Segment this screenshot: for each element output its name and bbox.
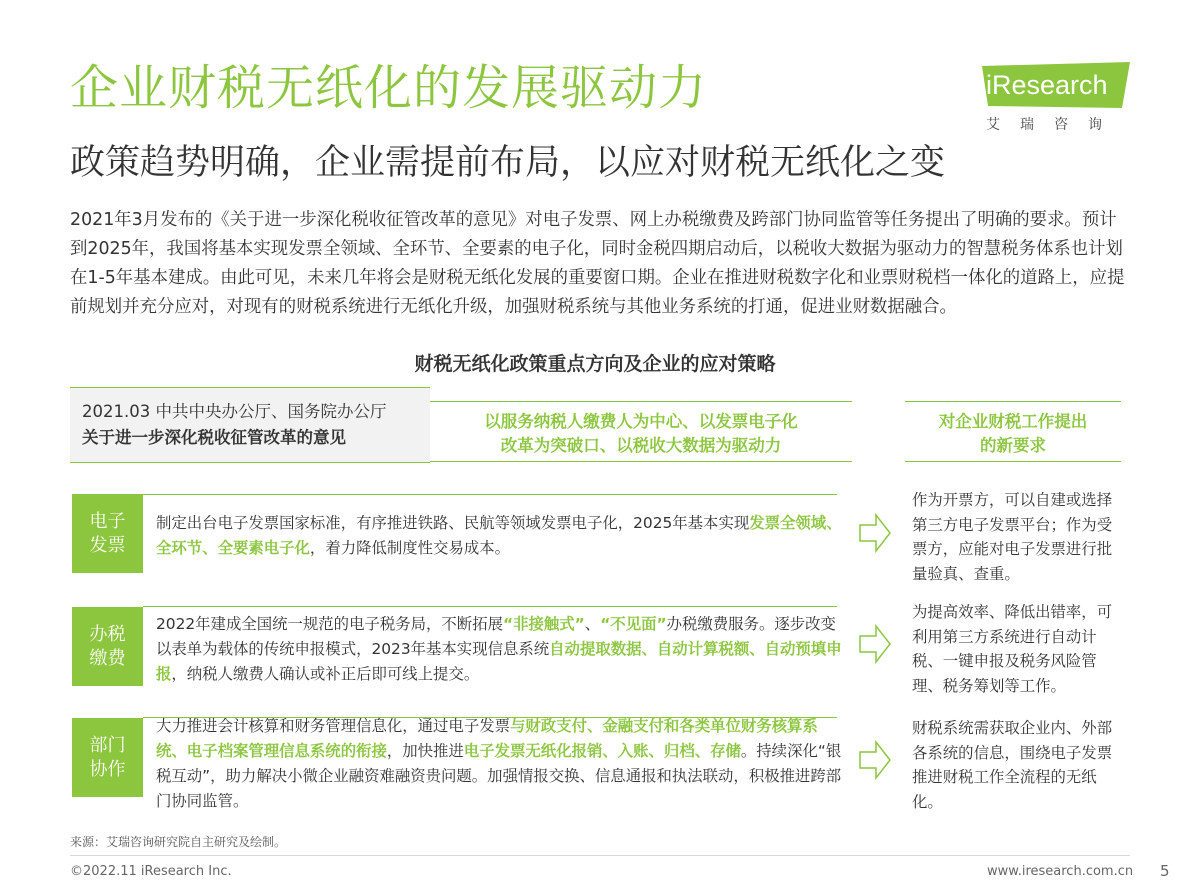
requirement-line-2: 的新要求: [980, 436, 1046, 455]
requirement-line-1: 对企业财税工作提出: [938, 412, 1088, 431]
badge-label-2: 发票: [89, 534, 126, 556]
footer-divider: [70, 855, 1130, 856]
page-subtitle: 政策趋势明确，企业需提前布局，以应对财税无纸化之变: [70, 143, 946, 183]
highlight-segment: “不见面”: [600, 615, 667, 633]
copyright: ©2022.11 iResearch Inc.: [70, 864, 232, 879]
page-number: 5: [1160, 862, 1170, 880]
page-title: 企业财税无纸化的发展驱动力: [70, 60, 708, 116]
text-segment: 2022年建成全国统一规范的电子税务局，不断拓展: [156, 615, 503, 633]
text-segment: 制定出台电子发票国家标准，有序推进铁路、民航等领域发票电子化，2025年基本实现: [156, 514, 750, 532]
chart-title: 财税无纸化政策重点方向及企业的应对策略: [414, 353, 776, 375]
highlight-segment: 自动提取数据、自动计算税额、自动预填申报: [156, 640, 842, 683]
highlight-segment: “非接触式”: [502, 615, 585, 633]
text-segment: 、: [584, 615, 601, 633]
policy-issuer: 2021.03 中共中央办公厅、国务院办公厅: [82, 402, 387, 421]
iresearch-logo: [982, 62, 1130, 136]
badge-label-1: 电子: [89, 510, 126, 532]
policy-text-tax-filing: [156, 612, 846, 687]
policy-direction-box: [430, 401, 852, 462]
text-segment: ，加快推进: [386, 742, 464, 760]
badge-label-1: 办税: [89, 623, 126, 645]
right-arrow-icon: [858, 512, 892, 554]
text-segment: 。持续深化“银税互动”，助力解决小微企业融资难融资贵问题。加强情报交换、信息通报和执法联动，积极推进跨部门协同监管。: [156, 742, 842, 810]
policy-text-department-cooperation: [156, 714, 846, 814]
intro-paragraph: 2021年3月发布的《关于进一步深化税收征管改革的意见》对电子发票、网上办税缴费及跨部门协同监管等任务提出了明确的要求。预计到2025年，我国将基本实现发票全领域、全环节、全要素的电子化，同时金税四期启动后，以税收大数据为驱动力的智慧税务体系也计划在1-5年基本建成。由此可见，未来几年将会是财税无纸化发展的重要窗口期。企业在推进财税数字化和业票财税档一体化的道路上，应提前规划并充分应对，对现有的财税系统进行无纸化升级，加强财税系统与其他业务系统的打通，促进业财数据融合。: [70, 210, 1125, 317]
response-department-cooperation: 财税系统需获取企业内、外部各系统的信息，围绕电子发票推进财税工作全流程的无纸化。: [912, 719, 1113, 811]
direction-line-2: 改革为突破口、以税收大数据为驱动力: [500, 436, 782, 455]
badge-e-invoice: [72, 494, 143, 573]
badge-department-cooperation: [72, 718, 143, 797]
right-arrow-icon: [858, 623, 892, 665]
logo-cn-text: 艾瑞咨询: [986, 117, 1122, 133]
highlight-segment: 电子发票无纸化报销、入账、归档、存储: [463, 742, 741, 760]
badge-label-2: 协作: [89, 758, 126, 780]
badge-label-1: 部门: [89, 734, 126, 756]
policy-source-box: [70, 387, 430, 463]
new-requirements-box: [905, 401, 1121, 462]
response-tax-filing: 为提高效率、降低出错率，可利用第三方系统进行自动计税、一键申报及税务风险管理、税务筹划等工作。: [912, 603, 1113, 695]
policy-document-title: 关于进一步深化税收征管改革的意见: [82, 428, 346, 447]
right-arrow-icon: [858, 739, 892, 781]
text-segment: 办税缴费服务。逐步改变以表单为载体的传统申报模式，2023年基本实现信息系统: [156, 615, 836, 658]
text-segment: ，着力降低制度性交易成本。: [309, 539, 511, 557]
text-segment: 大力推进会计核算和财务管理信息化，通过电子发票: [156, 717, 510, 735]
badge-tax-filing: [72, 607, 143, 686]
policy-text-e-invoice: [156, 511, 846, 561]
website-url: www.iresearch.com.cn: [987, 864, 1134, 879]
row-divider: [143, 494, 837, 495]
direction-line-1: 以服务纳税人缴费人为中心、以发票电子化: [484, 412, 798, 431]
row-divider: [143, 606, 837, 607]
highlight-segment: 与财政支付、金融支付和各类单位财务核算系统、电子档案管理信息系统的衔接: [156, 717, 818, 760]
source-note: 来源：艾瑞咨询研究院自主研究及绘制。: [70, 835, 287, 849]
logo-brand-text: iResearch: [986, 70, 1108, 100]
highlight-segment: 发票全领域、全环节、全要素电子化: [156, 514, 842, 557]
text-segment: ，纳税人缴费人确认或补正后即可线上提交。: [171, 665, 480, 683]
response-e-invoice: 作为开票方，可以自建或选择第三方电子发票平台；作为受票方，应能对电子发票进行批量验真、查重。: [912, 491, 1113, 583]
badge-label-2: 缴费: [89, 647, 126, 669]
